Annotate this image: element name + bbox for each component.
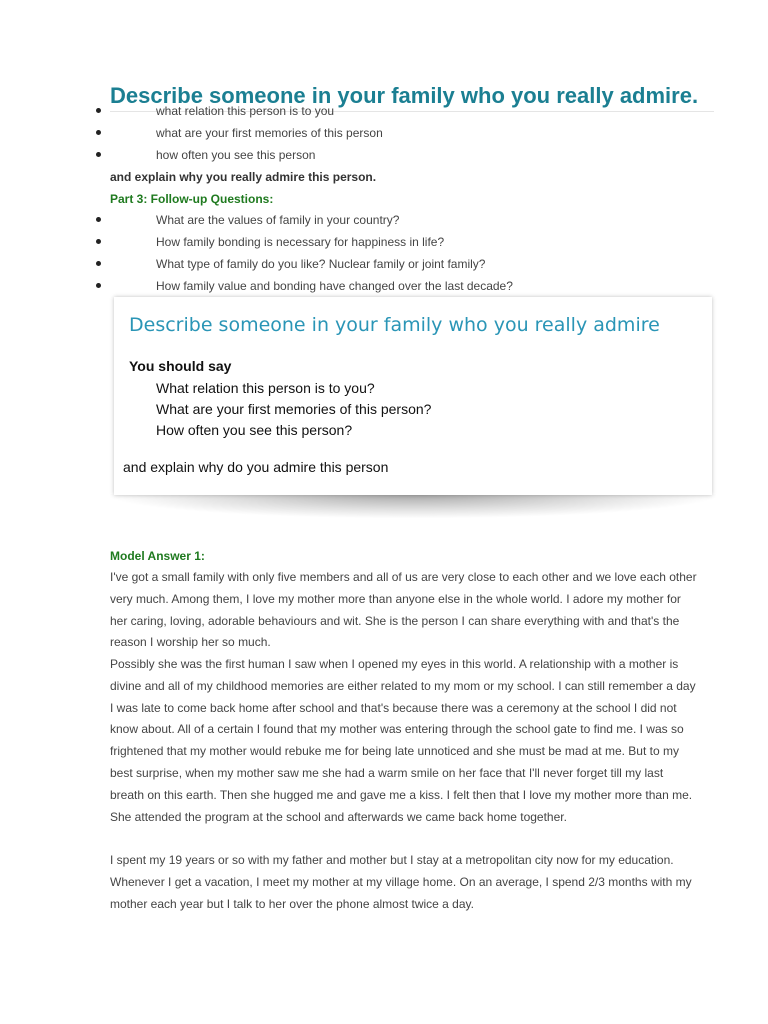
bullet-icon [96,152,101,157]
part3-heading: Part 3: Follow-up Questions: [110,192,274,206]
paragraph-line: I've got a small family with only five members and all of us are very close to each other and we love each other [110,570,697,584]
paragraph-line: her caring, loving, adorable behaviours and wit. She is the person I can share everything with and that's the [110,613,680,628]
paragraph-line: divine and all of my childhood memories are either related to my mom or my school. I can still remember a day [110,678,696,693]
model-answer-heading: Model Answer 1: [110,549,205,563]
image-card-shadow [110,494,716,518]
answer-paragraph [110,567,710,654]
page-title: Describe someone in your family who you really admire. [110,82,714,112]
bullet-icon [96,217,101,222]
paragraph-line: know about. All of a certain I found that my mother was entering through the school gate to find me. I was so [110,722,684,737]
paragraph-line: frightened that my mother would rebuke me for being late unnoticed and she must be mad at me. But to my [110,744,679,759]
answer-paragraph [110,654,710,828]
cue-card-item: What are your first memories of this person? [156,401,432,417]
question-text: What type of family do you like? Nuclear family or joint family? [156,257,486,271]
bullet-icon [96,239,101,244]
question-text: How family bonding is necessary for happiness in life? [156,235,445,249]
closing-instruction: and explain why you really admire this person. [110,170,377,184]
paragraph-line: She attended the program at the school and afterwards we came back home together. [110,809,567,824]
cue-card-item: How often you see this person? [156,422,353,438]
bullet-icon [96,108,101,113]
paragraph-line: I spent my 19 years or so with my father and mother but I stay at a metropolitan city now for my education. [110,853,674,867]
paragraph-line: mother each year but I talk to her over the phone almost twice a day. [110,896,474,911]
answer-paragraph [110,850,710,915]
paragraph-line: best surprise, when my mother saw me she had a warm smile on her face that I'll never forget till my last [110,765,664,780]
question-text: What are the values of family in your country? [156,213,400,227]
paragraph-line: breath on this earth. Then she hugged me and gave me a kiss. I felt then that I love my mother more than me. [110,787,693,802]
paragraph-line: Whenever I get a vacation, I meet my mother at my village home. On an average, I spend 2/3 months with my [110,874,692,889]
bullet-icon [96,261,101,266]
cue-card-item: What relation this person is to you? [156,380,375,396]
cue-point-text: what are your first memories of this person [156,126,383,140]
cue-point-text: what relation this person is to you [156,104,335,118]
paragraph-line: reason I worship her so much. [110,635,271,650]
cue-card-title: Describe someone in your family who you really admire [129,314,660,336]
cue-point-text: how often you see this person [156,148,316,162]
cue-card-closing: and explain why do you admire this person [123,459,389,475]
paragraph-line: I was late to come back home after school and that's because there was a ceremony at the school I did not [110,700,677,715]
bullet-icon [96,130,101,135]
paragraph-line: very much. Among them, I love my mother more than anyone else in the whole world. I adore my mother for [110,591,681,606]
cue-card-lead: You should say [129,358,232,374]
cue-card-image [114,297,712,495]
bullet-icon [96,283,101,288]
question-text: How family value and bonding have changed over the last decade? [156,279,513,293]
paragraph-line: Possibly she was the first human I saw when I opened my eyes in this world. A relationship with a mother is [110,657,679,671]
